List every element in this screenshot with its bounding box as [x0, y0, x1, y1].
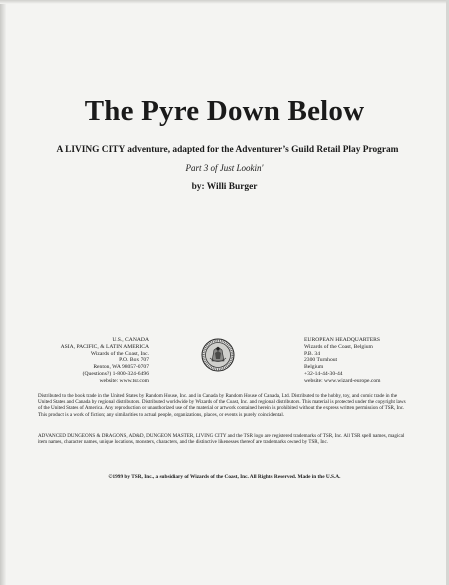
document-subtitle: A LIVING CITY adventure, adapted for the Adventurer’s Guild Retail Play Program	[56, 145, 399, 155]
address-line: (Questions?) 1-800-324-6496	[82, 370, 149, 377]
copyright-line: ©1999 by TSR, Inc., a subsidiary of Wizards of the Coast, Inc. All Rights Reserved. Made in the U.S.A.	[108, 474, 341, 480]
address-line: 2300 Turnhout	[304, 357, 338, 364]
address-line: +32-14-44-30-44	[304, 370, 343, 377]
page-edge	[0, 0, 6, 585]
address-line: Wizards of the Coast, Belgium	[304, 343, 373, 350]
address-line: Belgium	[304, 364, 324, 371]
author-line: by: Willi Burger	[191, 182, 258, 192]
address-line: P.B. 34	[304, 350, 321, 357]
address-line: P.O. Box 707	[119, 357, 149, 364]
wizards-of-the-coast-seal-icon	[201, 338, 235, 372]
address-line: website: www.tsr.com	[99, 377, 149, 384]
address-line: Wizards of the Coast, Inc.	[90, 350, 149, 357]
us-address-block	[61, 337, 149, 385]
document-title: The Pyre Down Below	[84, 95, 365, 127]
address-line: Renton, WA 98057-0707	[93, 364, 149, 371]
eu-address-block	[304, 337, 381, 385]
page-edge-top	[0, 0, 449, 4]
address-line: ASIA, PACIFIC, & LATIN AMERICA	[60, 343, 149, 350]
address-line: U.S., CANADA	[112, 337, 149, 343]
address-line: EUROPEAN HEADQUARTERS	[304, 337, 380, 343]
address-line: website: www.wizard-europe.com	[304, 377, 381, 384]
trademark-notice: ADVANCED DUNGEONS & DRAGONS, AD&D, DUNGEON MASTER, LIVING CITY and the TSR logo are registered trademarks of TSR, Inc. All TSR spell names, magical item names, character names, unique locations, monsters, characters, and the distinctive likenesses thereof are trademarks owned by TSR, Inc.	[38, 433, 405, 446]
series-part: Part 3 of Just Lookin'	[185, 163, 264, 173]
distribution-notice: Distributed to the book trade in the United States by Random House, Inc. and in Canada by Random House of Canada, Ltd. Distributed to the hobby, toy, and comic trade in the United States and Canada by regional distributors. Distributed worldwide by Wizards of the Coast, Inc. and regional distributors. This material is protected under the copyright laws of the United States of America. Any reproduction or unauthorized use of the material or artwork contained herein is prohibited without the express written permission of TSR, Inc. This product is a work of fiction; any similarities to actual people, organizations, places, or events is purely coincidental.	[38, 393, 406, 418]
